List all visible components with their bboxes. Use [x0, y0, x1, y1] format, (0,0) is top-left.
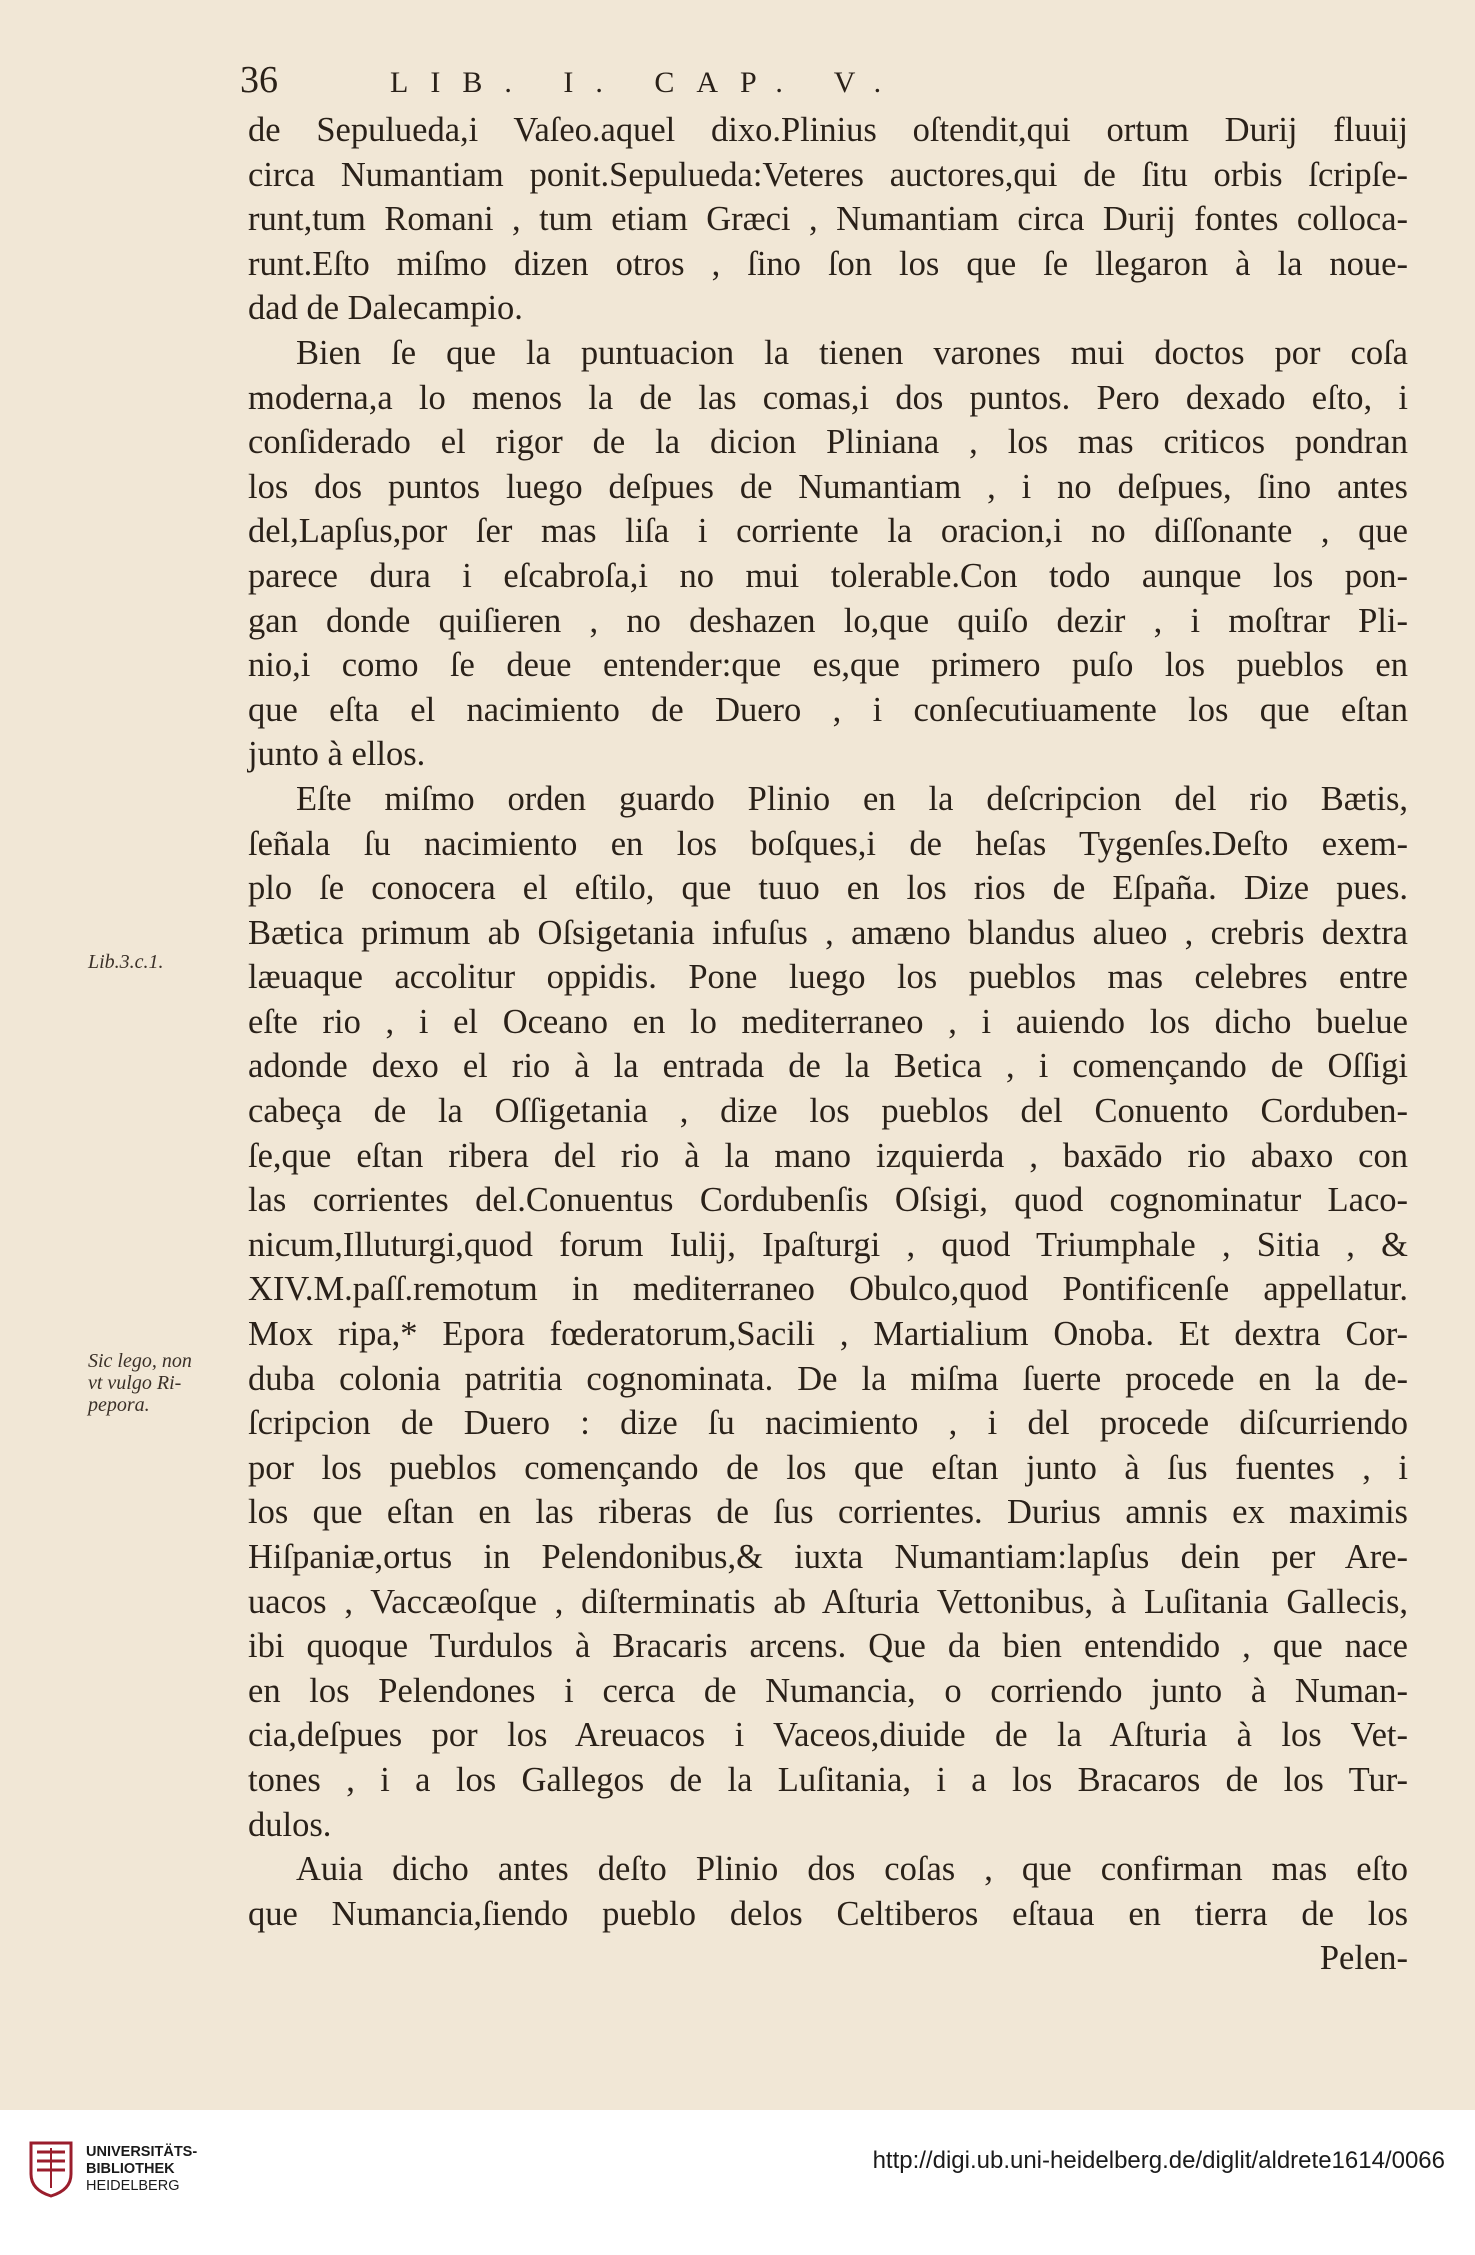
text-line: uacos , Vaccæoſque , diſterminatis ab Aſturia Vettonibus, à Luſitania Gallecis, [248, 1582, 1408, 1621]
catchword: Pelen- [1319, 1939, 1408, 1978]
text-line: por los pueblos començando de los que eſtan junto à ſus fuentes , i [248, 1448, 1408, 1487]
text-line: parece dura i eſcabroſa,i no mui tolerable.Con todo aunque los pon- [248, 556, 1408, 595]
text-line: moderna,a lo menos la de las comas,i dos puntos. Pero dexado eſto, i [248, 378, 1408, 417]
body-text [248, 108, 1408, 1981]
logo-line: HEIDELBERG [86, 2177, 180, 2194]
text-line: XIV.M.paſſ.remotum in mediterraneo Obulco,quod Pontificenſe appellatur. [248, 1270, 1408, 1309]
text-line: en los Pelendones i cerca de Numancia, o corriendo junto à Numan- [248, 1671, 1408, 1710]
logo-text [86, 2144, 197, 2195]
text-line: runt.Eſto miſmo dizen otros , ſino ſon los que ſe llegaron à la noue- [248, 244, 1408, 283]
marginal-note [88, 951, 164, 973]
logo-line: UNIVERSITÄTS- [86, 2143, 198, 2160]
text-line: gan donde quiſieren , no deshazen lo,que quiſo dezir , i moſtrar Pli- [248, 601, 1408, 640]
text-line: nio,i como ſe deue entender:que es,que primero puſo los pueblos en [248, 646, 1408, 685]
text-line: læuaque accolitur oppidis. Pone luego los pueblos mas celebres entre [248, 958, 1408, 997]
library-logo [28, 2140, 197, 2198]
text-line: Bætica primum ab Oſsigetania infuſus , amæno blandus alueo , crebris dextra [248, 913, 1408, 952]
marginal-line: vt vulgo Ri- [88, 1372, 182, 1394]
marginal-note [88, 1350, 192, 1416]
text-line: ſeñala ſu nacimiento en los boſques,i de heſas Tygenſes.Deſto exem- [248, 824, 1408, 863]
text-line: cia,deſpues por los Areuacos i Vaceos,diuide de la Aſturia à los Vet- [248, 1716, 1408, 1755]
text-line: dad de Dalecampio. [248, 289, 523, 328]
text-line: ſcripcion de Duero : dize ſu nacimiento , i del procede diſcurriendo [248, 1404, 1408, 1443]
text-line: plo ſe conocera el eſtilo, que tuuo en los rios de Eſpaña. Dize pues. [248, 869, 1408, 908]
text-line: junto à ellos. [248, 735, 426, 774]
text-line: los que eſtan en las riberas de ſus corrientes. Durius amnis ex maximis [248, 1493, 1408, 1532]
text-line: los dos puntos luego deſpues de Numantiam , i no deſpues, ſino antes [248, 467, 1408, 506]
page-number: 36 [240, 59, 278, 101]
text-line: ibi quoque Turdulos à Bracaris arcens. Que da bien entendido , que nace [248, 1627, 1408, 1666]
logo-line: BIBLIOTHEK [86, 2160, 175, 2177]
text-line: ſe,que eſtan ribera del rio à la mano izquierda , baxādo rio abaxo con [248, 1136, 1408, 1175]
text-line: runt,tum Romani , tum etiam Græci , Numantiam circa Durij fontes colloca- [248, 200, 1408, 239]
text-line: que eſta el nacimiento de Duero , i conſecutiuamente los que eſtan [248, 690, 1408, 729]
text-line: tones , i a los Gallegos de la Luſitania, i a los Bracaros de los Tur- [248, 1760, 1408, 1799]
text-line: Hiſpaniæ,ortus in Pelendonibus,& iuxta Numantiam:lapſus dein per Are- [248, 1538, 1408, 1576]
text-line: nicum,Illuturgi,quod forum Iulij, Ipaſturgi , quod Triumphale , Sitia , & [248, 1225, 1408, 1264]
text-line: Mox ripa,* Epora fœderatorum,Sacili , Martialium Onoba. Et dextra Cor- [248, 1315, 1408, 1354]
text-line: Bien ſe que la puntuacion la tienen varones mui doctos por coſa [296, 333, 1408, 372]
text-line: que Numancia,ſiendo pueblo delos Celtiberos eſtaua en tierra de los [248, 1894, 1408, 1933]
source-url[interactable]: http://digi.ub.uni-heidelberg.de/diglit/aldrete1614/0066 [872, 2147, 1445, 2174]
running-title: LIB. I. CAP. V. [390, 66, 904, 99]
text-line: duba colonia patritia cognominata. De la miſma ſuerte procede en la de- [248, 1359, 1408, 1398]
text-line: adonde dexo el rio à la entrada de la Betica , i començando de Oſſigi [248, 1047, 1408, 1086]
running-head [240, 58, 1405, 108]
text-line: las corrientes del.Conuentus Cordubenſis Oſsigi, quod cognominatur Laco- [248, 1181, 1408, 1220]
marginal-line: Sic lego, non [88, 1350, 192, 1372]
footer-bar [0, 2110, 1475, 2255]
text-line: circa Numantiam ponit.Sepulueda:Veteres auctores,qui de ſitu orbis ſcripſe- [248, 155, 1408, 194]
text-line: dulos. [248, 1805, 332, 1844]
marginal-line: pepora. [88, 1394, 150, 1416]
marginal-line: Lib.3.c.1. [88, 951, 164, 973]
text-line: eſte rio , i el Oceano en lo mediterraneo , i auiendo los dicho buelue [248, 1002, 1408, 1041]
text-line: de Sepulueda,i Vaſeo.aquel dixo.Plinius oſtendit,qui ortum Durij fluuij [248, 111, 1408, 149]
text-line: conſiderado el rigor de la dicion Pliniana , los mas criticos pondran [248, 423, 1408, 462]
text-line: cabeça de la Oſſigetania , dize los pueblos del Conuento Corduben- [248, 1092, 1408, 1131]
text-line: Eſte miſmo orden guardo Plinio en la deſcripcion del rio Bætis, [296, 779, 1408, 818]
library-crest-icon [28, 2140, 74, 2198]
text-line: del,Lapſus,por ſer mas liſa i corriente la oracion,i no diſſonante , que [248, 512, 1408, 551]
text-line: Auia dicho antes deſto Plinio dos coſas , que confirman mas eſto [296, 1850, 1408, 1889]
